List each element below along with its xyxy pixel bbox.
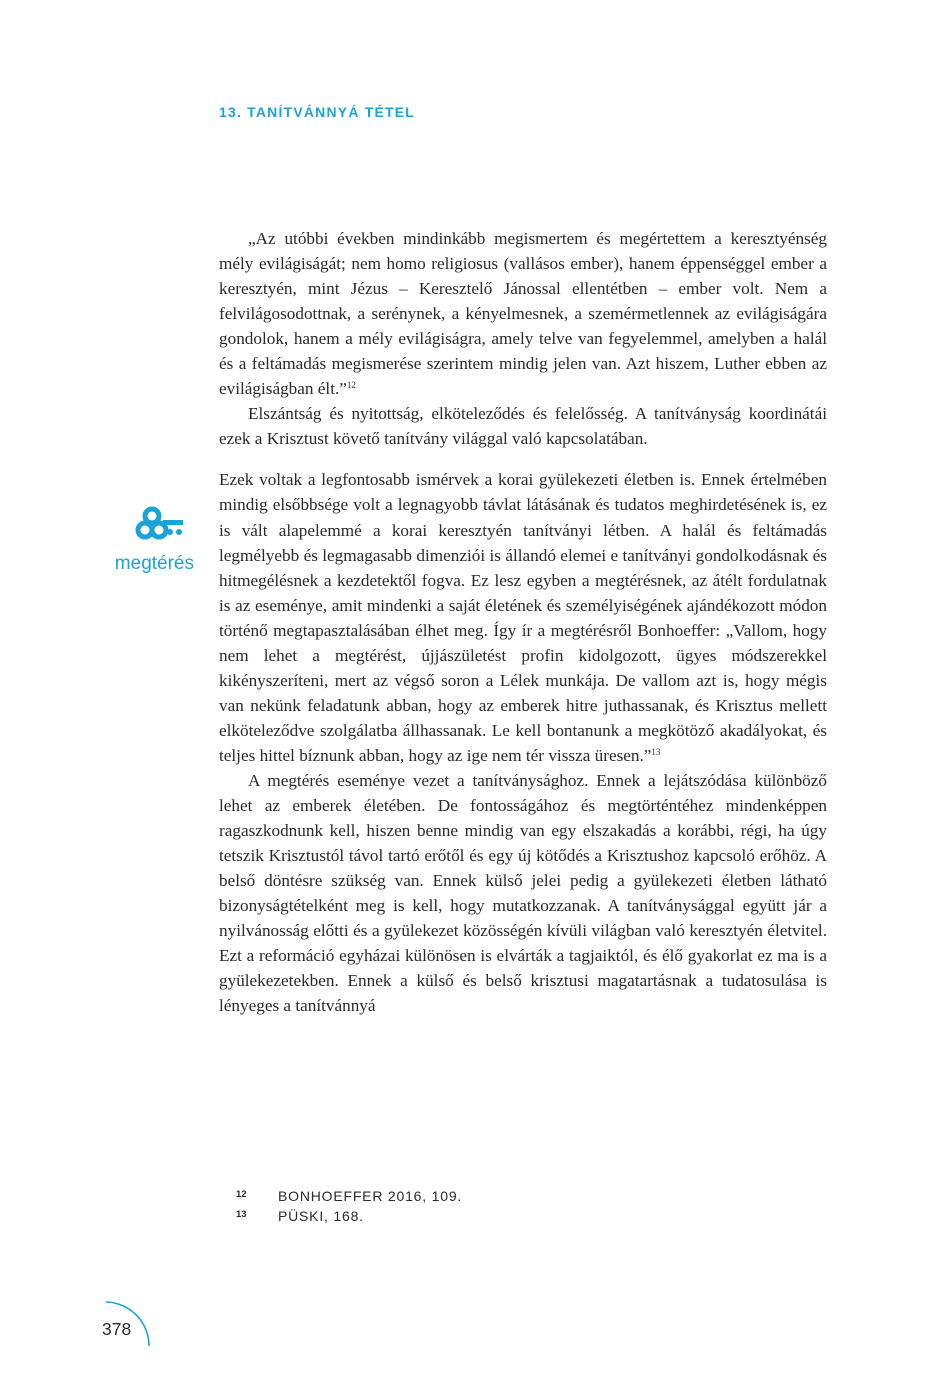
paragraph-text: Elszántság és nyitottság, elköteleződés és felelősség. A tanítványság koordinátái ezek a Krisztust követő tanítvány világgal való kapcsolatában.: [219, 404, 827, 449]
footnote-number: 12: [236, 1189, 247, 1200]
footnote-text: BONHOEFFER 2016, 109.: [278, 1188, 463, 1204]
footnote-text: PÜSKI, 168.: [278, 1208, 364, 1224]
margin-note: [92, 505, 194, 575]
footnote: [236, 1208, 462, 1228]
paragraph-text: „Az utóbbi években mindinkább megismertem és megértettem a keresztyénség mély evilágiságát; nem homo religiosus (vallásos ember), hanem éppenséggel ember a keresztyén, mint Jézus – Keresztelő Jánossal ellentétben – ember volt. Nem a felvilágosodottnak, a serénynek, a kényelmesnek, a szemérmetlennek az evilágiságára gondolok, hanem a mély evilágiságra, amely telve van fegyelemmel, amelyben a halál és a feltámadás megismerése szerintem mindig jelen van. Azt hiszem, Luther ebben az evilágiságban élt.”: [219, 229, 827, 399]
footnote: [236, 1188, 462, 1208]
body-text: [219, 226, 827, 1018]
paragraph-text: Ezek voltak a legfontosabb ismérvek a korai gyülekezeti életben is. Ennek értelmében mindig elsőbbsége volt a legnagyobb távlat látásának és tudatos meghirdetésének is, ez is vált alapelemmé a korai keresztyén tanítványi létben. A halál és feltámadás legmélyebb és legmagasabb dimenziói is állandó elemei e tanítványi gondolkodásnak és hitmegélésnek a kezdetektől fogva. Ez lesz egyben a megtérésnek, az átélt fordulatnak is az eseménye, amit mindenki a saját életének és személyiségének ajándékozott módon történő megtapasztalásában élhet meg. Így ír a megtérésről Bonhoeffer: „Vallom, hogy nem lehet a megtérést, újjászületést profin kidolgozott, ügyes módszerekkel kikényszeríteni, mert az végső soron a Lélek munkája. De vallom azt is, hogy mégis van nekünk feladatunk abban, hogy az emberek hitre juthassanak, és Krisztus mellett elköteleződve szolgálatba állhassanak. Le kell bontanunk a megkötöző akadályokat, és teljes hittel bíznunk abban, hogy az ige nem tér vissza üresen.”: [219, 470, 827, 765]
running-head: 13. TANÍTVÁNNYÁ TÉTEL: [219, 104, 416, 120]
footnote-ref-12: 12: [346, 380, 356, 391]
paragraph: [219, 768, 827, 1018]
paragraph: [219, 401, 827, 451]
paragraph-megteres: [219, 467, 827, 768]
page-number: 378: [102, 1319, 132, 1339]
footnote-ref-13: 13: [651, 746, 661, 757]
footnotes: [236, 1188, 462, 1228]
key-icon: [134, 505, 188, 547]
footnote-number: 13: [236, 1209, 247, 1220]
paragraph-text: A megtérés eseménye vezet a tanítványsághoz. Ennek a lejátszódása különböző lehet az emberek életében. De fontosságához és megtörténtéhez mindenképpen ragaszkodnunk kell, hiszen benne mindig van egy elszakadás a korábbi, régi, ha úgy tetszik Krisztustól távol tartó erőtől és egy új kötődés a Krisztushoz kapcsoló erőhöz. A belső döntésre szükség van. Ennek külső jelei pedig a gyülekezeti életben látható bizonyságtételként meg is kell, hogy mutatkozzanak. A tanítványsággal együtt jár a nyilvánosság előtti és a gyülekezet közösségén kívüli világban való keresztyén életvitel. Ezt a reformáció egyházai különösen is elvárták a tagjaiktól, és élő gyakorlat ez ma is a gyülekezetekben. Ennek a külső és belső krisztusi magatartásnak a tudatosulása is lényeges a tanítvánnyá: [219, 770, 827, 1016]
paragraph-quote-bonhoeffer: [219, 226, 827, 401]
margin-note-label: megtérés: [114, 553, 194, 574]
